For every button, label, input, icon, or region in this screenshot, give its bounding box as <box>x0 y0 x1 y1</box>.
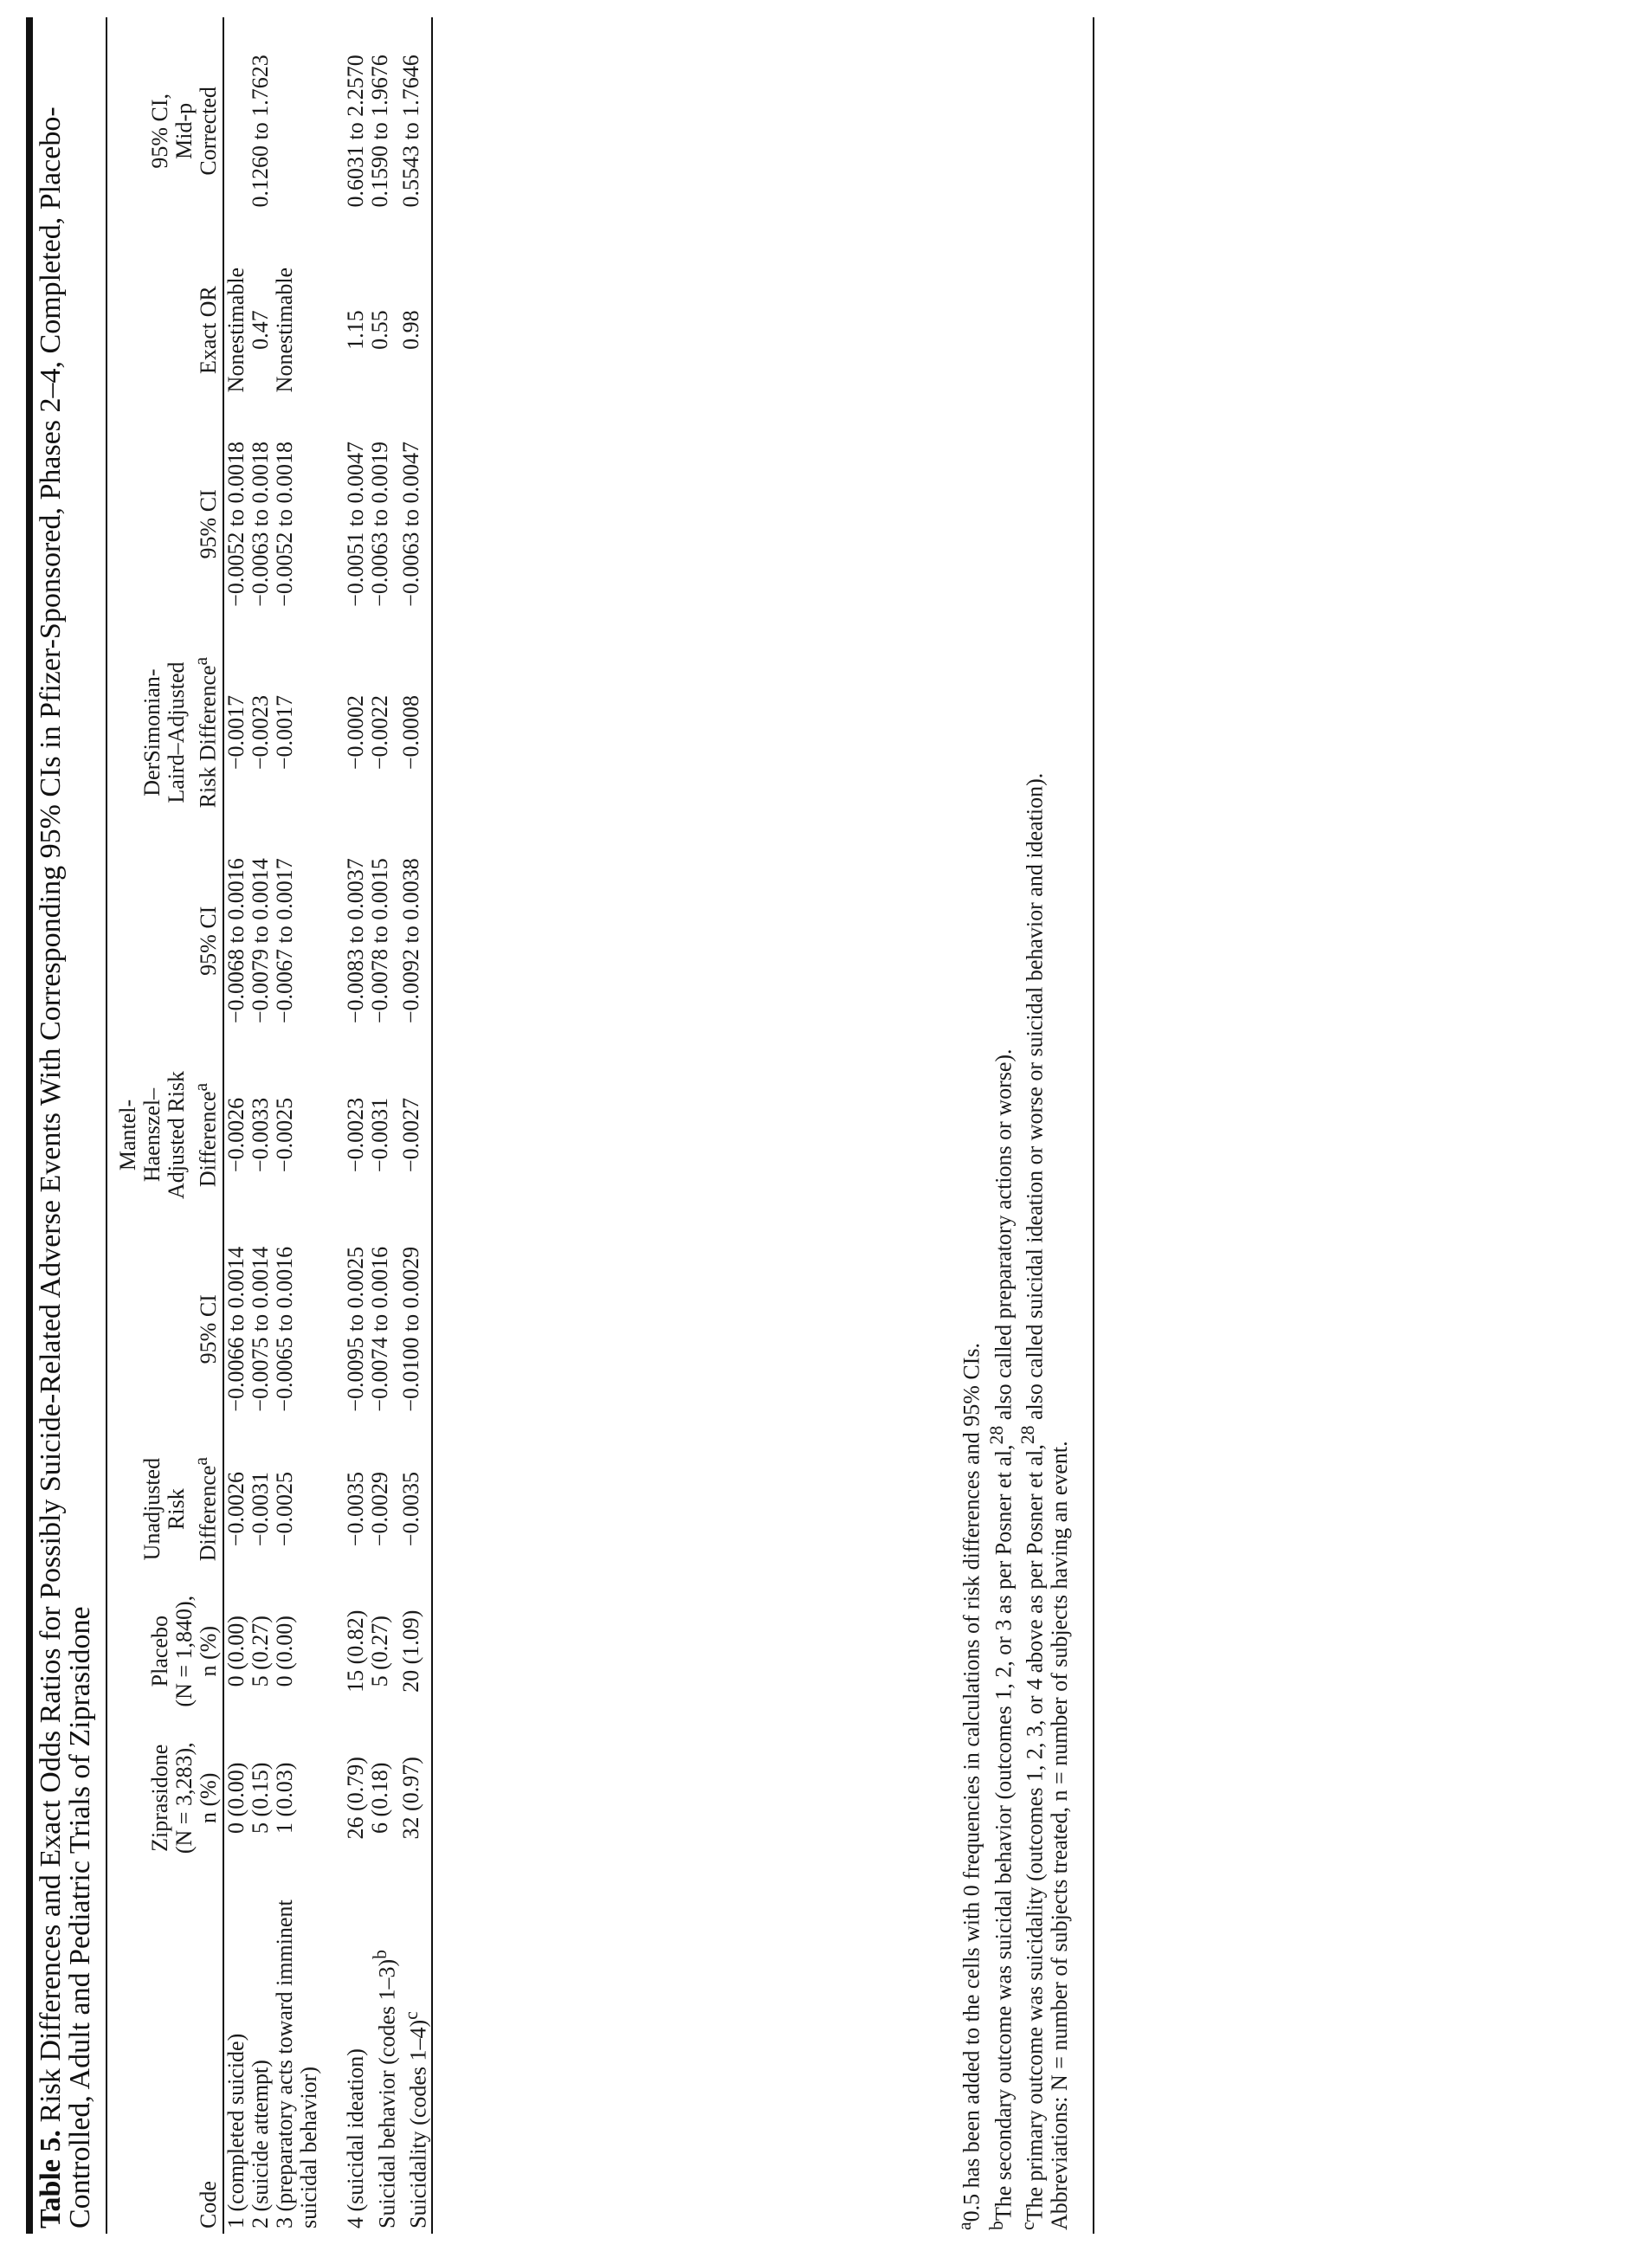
cell-ci-unadjusted: −0.0066 to 0.0014 <box>223 1246 248 1412</box>
cell-ci-unadjusted: −0.0100 to 0.0029 <box>398 1246 424 1412</box>
cell-exact-or: Nonestimable <box>223 267 248 393</box>
table-title <box>36 35 95 2228</box>
cell-mantel-haenszel: −0.0026 <box>223 1097 248 1173</box>
top-rule <box>26 17 33 2234</box>
header-ci-dersimonian-laird: 95% CI <box>195 489 221 559</box>
row-code: Suicidality (codes 1–4)$^c$ <box>401 2011 431 2228</box>
cell-unadjusted: −0.0035 <box>398 1472 424 1547</box>
table-row <box>223 17 248 2234</box>
cell-ci-mid-p: 0.1260 to 1.7623 <box>247 55 273 208</box>
cell-ci-mid-p <box>223 17 248 245</box>
cell-ci-mid-p <box>273 17 321 245</box>
table-title-label: Table 5. <box>35 2129 67 2228</box>
cell-ci-dersimonian-laird: −0.0063 to 0.0018 <box>247 441 273 607</box>
cell-ci-mantel-haenszel: −0.0078 to 0.0015 <box>366 858 392 1024</box>
cell-ci-mantel-haenszel: −0.0083 to 0.0037 <box>342 858 368 1024</box>
cell-dersimonian-laird: −0.0008 <box>398 694 424 771</box>
cell-ziprasidone: 5 (0.15) <box>247 1762 273 1834</box>
cell-exact-or: Nonestimable <box>271 267 297 393</box>
cell-exact-or: 0.98 <box>398 310 424 350</box>
cell-ci-mantel-haenszel: −0.0079 to 0.0014 <box>247 858 273 1024</box>
cell-dersimonian-laird: −0.0017 <box>223 694 248 771</box>
table-row <box>368 17 400 2234</box>
table-row <box>344 17 368 2234</box>
header-ci-mantel-haenszel: 95% CI <box>195 906 221 976</box>
row-spacer <box>321 17 344 2234</box>
cell-ziprasidone: 1 (0.03) <box>271 1762 297 1834</box>
footnote-a: $^a$0.5 has been added to the cells with 0 frequencies in calculations of risk differences and 95% CIs. <box>954 1343 984 2230</box>
header-dersimonian-laird: DerSimonian- Laird–Adjusted Risk Difference$^a$ <box>139 656 221 809</box>
row-code: 4 (suicidal ideation) <box>342 2048 368 2228</box>
cell-placebo: 0 (0.00) <box>271 1616 297 1687</box>
cell-ci-unadjusted: −0.0075 to 0.0014 <box>247 1246 273 1412</box>
row-code: 3 (preparatory acts toward imminent suicidal behavior) <box>271 1899 321 2228</box>
cell-ci-mid-p: 0.6031 to 2.2570 <box>342 55 368 208</box>
cell-ziprasidone: 6 (0.18) <box>366 1762 392 1834</box>
header-ci-mid-p: 95% CI, Mid-p Corrected <box>146 87 221 176</box>
cell-unadjusted: −0.0031 <box>247 1472 273 1547</box>
cell-ci-dersimonian-laird: −0.0051 to 0.0047 <box>342 441 368 607</box>
header-ziprasidone: Ziprasidone (N = 3,283), n (%) <box>146 1742 221 1854</box>
cell-dersimonian-laird: −0.0022 <box>366 694 392 771</box>
footnote-abbreviations: Abbreviations: N = number of subjects treated, n = number of subjects having an event. <box>1046 1441 1072 2230</box>
table-row <box>399 17 432 2234</box>
row-code: 2 (suicide attempt) <box>247 2060 273 2228</box>
cell-dersimonian-laird: −0.0017 <box>271 694 297 771</box>
cell-mantel-haenszel: −0.0033 <box>247 1097 273 1173</box>
cell-ci-dersimonian-laird: −0.0052 to 0.0018 <box>271 441 297 607</box>
cell-exact-or: 0.47 <box>247 310 273 350</box>
table-footnotes <box>952 17 1072 2234</box>
cell-ziprasidone: 0 (0.00) <box>223 1762 248 1834</box>
cell-mantel-haenszel: −0.0023 <box>342 1097 368 1173</box>
table-title-text: Risk Differences and Exact Odds Ratios for Possibly Suicide-Related Adverse Events With Corresponding 95% CIs in Pfizer-Sponsored, Phases 2–4, Completed, Placebo-Controlled, Adult and Pediatric Trials of Ziprasidone <box>35 106 96 2228</box>
table-row <box>248 17 273 2234</box>
cell-unadjusted: −0.0026 <box>223 1472 248 1547</box>
header-unadjusted-risk-difference: Unadjusted Risk Difference$^a$ <box>139 1456 221 1562</box>
footnote-b: $^b$The secondary outcome was suicidal behavior (outcomes 1, 2, or 3 as per Posner et al,$^{28}$ also called preparatory actions or worse). <box>985 1048 1016 2230</box>
cell-placebo: 20 (1.09) <box>398 1609 424 1693</box>
row-code: 1 (completed suicide) <box>223 2033 248 2228</box>
cell-mantel-haenszel: −0.0027 <box>398 1097 424 1173</box>
header-placebo: Placebo (N = 1,840), n (%) <box>146 1595 221 1707</box>
cell-ziprasidone: 32 (0.97) <box>398 1757 424 1840</box>
cell-ci-mantel-haenszel: −0.0067 to 0.0017 <box>271 858 297 1024</box>
cell-ci-unadjusted: −0.0095 to 0.0025 <box>342 1246 368 1412</box>
row-code: Suicidal behavior (codes 1–3)$^b$ <box>369 1949 400 2228</box>
cell-placebo: 5 (0.27) <box>247 1616 273 1687</box>
cell-unadjusted: −0.0025 <box>271 1472 297 1547</box>
cell-dersimonian-laird: −0.0023 <box>247 694 273 771</box>
cell-ci-dersimonian-laird: −0.0063 to 0.0019 <box>366 441 392 607</box>
cell-placebo: 15 (0.82) <box>342 1609 368 1693</box>
rotated-table-page <box>26 17 1117 2234</box>
cell-unadjusted: −0.0029 <box>366 1472 392 1547</box>
table-row <box>273 17 321 2234</box>
cell-exact-or: 0.55 <box>366 310 392 350</box>
cell-ci-mid-p: 0.1590 to 1.9676 <box>366 55 392 208</box>
header-code: Code <box>195 2181 221 2228</box>
cell-ci-mantel-haenszel: −0.0092 to 0.0038 <box>398 858 424 1024</box>
cell-ci-mantel-haenszel: −0.0068 to 0.0016 <box>223 858 248 1024</box>
cell-placebo: 5 (0.27) <box>366 1616 392 1687</box>
bottom-rule <box>1093 17 1094 2234</box>
cell-ci-mid-p: 0.5543 to 1.7646 <box>398 55 424 208</box>
header-exact-or: Exact OR <box>195 286 221 375</box>
cell-ziprasidone: 26 (0.79) <box>342 1757 368 1840</box>
header-ci-unadjusted: 95% CI <box>195 1294 221 1364</box>
cell-exact-or: 1.15 <box>342 310 368 350</box>
cell-mantel-haenszel: −0.0031 <box>366 1097 392 1173</box>
results-table <box>106 17 433 2234</box>
header-mantel-haenszel: Mantel- Haenszel– Adjusted Risk Difference$^a$ <box>115 1070 221 1200</box>
cell-ci-dersimonian-laird: −0.0052 to 0.0018 <box>223 441 248 607</box>
cell-ci-dersimonian-laird: −0.0063 to 0.0047 <box>398 441 424 607</box>
cell-unadjusted: −0.0035 <box>342 1472 368 1547</box>
cell-ci-unadjusted: −0.0065 to 0.0016 <box>271 1246 297 1412</box>
cell-ci-unadjusted: −0.0074 to 0.0016 <box>366 1246 392 1412</box>
cell-dersimonian-laird: −0.0002 <box>342 694 368 771</box>
header-row <box>106 17 223 2234</box>
cell-mantel-haenszel: −0.0025 <box>271 1097 297 1173</box>
footnote-c: $^c$The primary outcome was suicidality (outcomes 1, 2, 3, or 4 above as per Posner et al,$^{28}$ also called suicidal ideation or worse or suicidal behavior and ideation). <box>1017 772 1048 2230</box>
cell-placebo: 0 (0.00) <box>223 1616 248 1687</box>
